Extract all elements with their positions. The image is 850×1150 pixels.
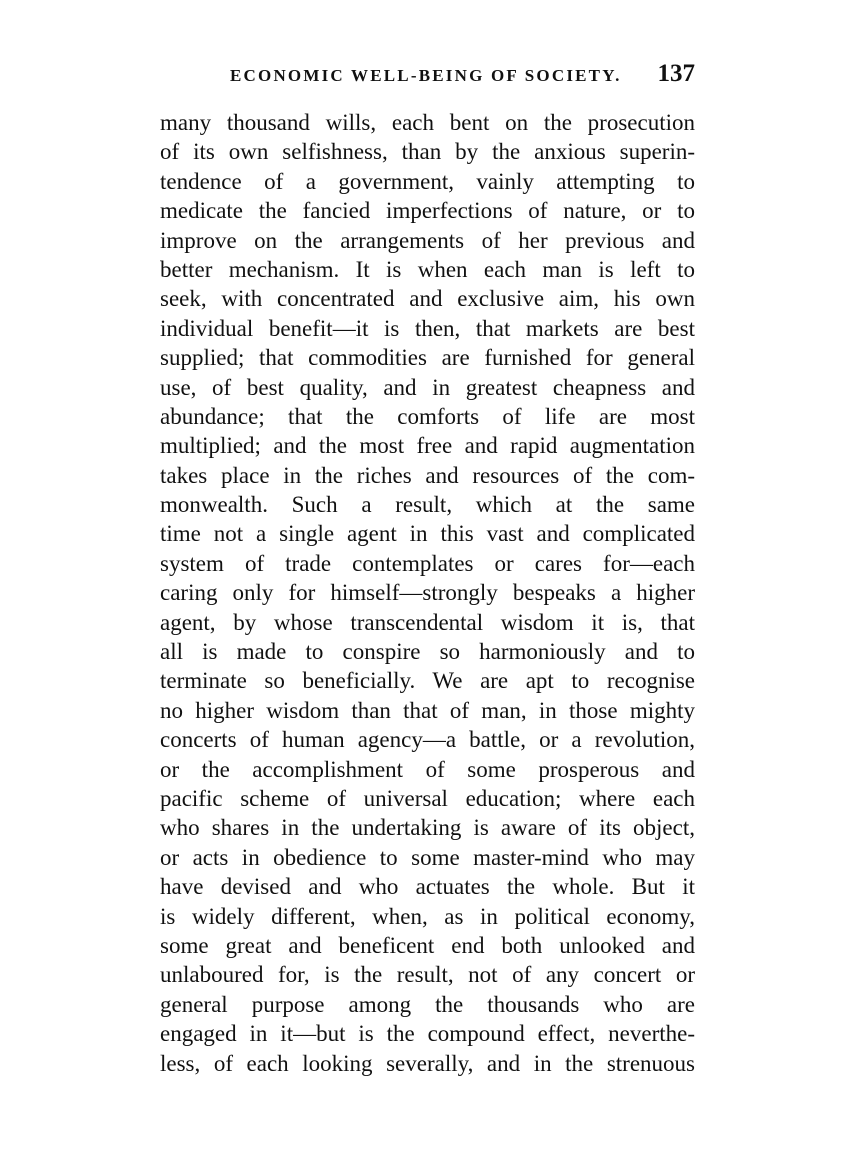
text-line: less, of each looking severally, and in the strenuous <box>160 1050 695 1076</box>
text-line: medicate the fancied imperfections of nature, or to <box>160 198 695 224</box>
text-line: takes place in the riches and resources of the com- <box>160 462 695 488</box>
text-line: some great and beneficent end both unlooked and <box>160 932 695 958</box>
text-line: have devised and who actuates the whole. But it <box>160 874 695 900</box>
page-number: 137 <box>657 60 695 87</box>
running-head <box>160 58 695 92</box>
text-line: use, of best quality, and in greatest cheapness and <box>160 374 695 400</box>
text-line: general purpose among the thousands who are <box>160 991 695 1017</box>
text-line: improve on the arrangements of her previous and <box>160 227 695 253</box>
text-line: individual benefit—it is then, that markets are best <box>160 315 695 341</box>
text-line: unlaboured for, is the result, not of any concert or <box>160 962 695 988</box>
text-line: time not a single agent in this vast and complicated <box>160 521 695 547</box>
text-line: engaged in it—but is the compound effect, neverthe- <box>160 1021 695 1047</box>
text-line: is widely different, when, as in political economy, <box>160 903 695 929</box>
text-line: supplied; that commodities are furnished for general <box>160 345 695 371</box>
text-line: tendence of a government, vainly attempting to <box>160 168 695 194</box>
text-line: multiplied; and the most free and rapid augmentation <box>160 433 695 459</box>
text-line: agent, by whose transcendental wisdom it is, that <box>160 609 695 635</box>
text-line: all is made to conspire so harmoniously and to <box>160 639 695 665</box>
running-title: ECONOMIC WELL-BEING OF SOCIETY. <box>230 66 622 85</box>
text-line: many thousand wills, each bent on the prosecution <box>160 110 695 135</box>
body-text <box>160 108 695 1078</box>
text-line: abundance; that the comforts of life are most <box>160 403 695 429</box>
text-line: pacific scheme of universal education; where each <box>160 785 695 811</box>
text-line: seek, with concentrated and exclusive aim, his own <box>160 286 695 312</box>
text-line: concerts of human agency—a battle, or a revolution, <box>160 727 695 753</box>
text-line: no higher wisdom than that of man, in those mighty <box>160 697 695 723</box>
text-line: monwealth. Such a result, which at the same <box>160 492 695 518</box>
text-line: or the accomplishment of some prosperous and <box>160 756 695 782</box>
text-line: terminate so beneficially. We are apt to recognise <box>160 668 695 694</box>
text-line: of its own selfishness, than by the anxious superin- <box>160 139 695 165</box>
text-line: better mechanism. It is when each man is left to <box>160 256 695 282</box>
text-line: caring only for himself—strongly bespeaks a higher <box>160 580 695 606</box>
text-line: or acts in obedience to some master-mind who may <box>160 844 695 870</box>
text-line: who shares in the undertaking is aware of its object, <box>160 815 695 841</box>
text-line: system of trade contemplates or cares for—each <box>160 550 695 576</box>
